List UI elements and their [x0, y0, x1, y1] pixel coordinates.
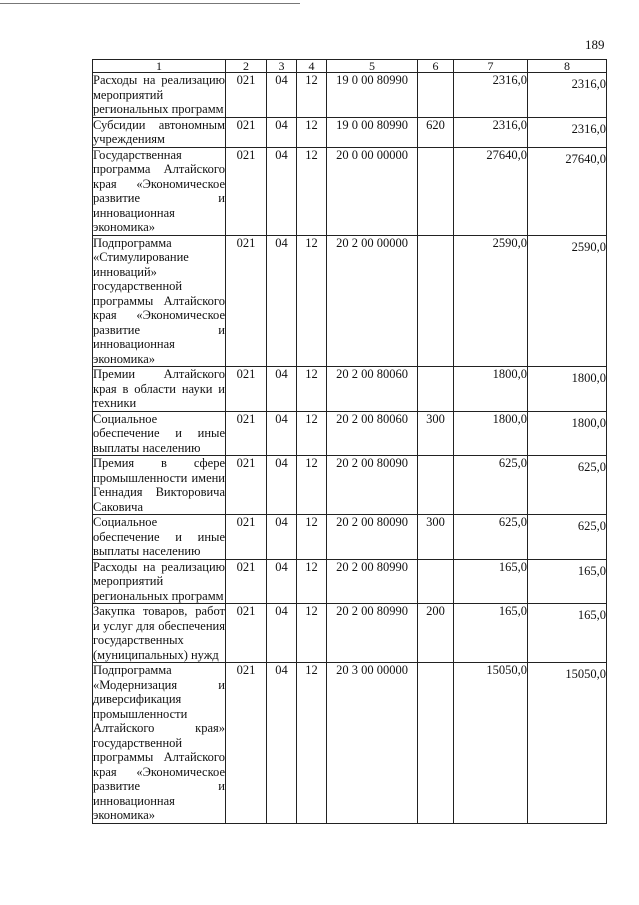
table-row — [93, 663, 607, 824]
cell-section: 04 — [267, 604, 297, 663]
column-header: 7 — [454, 60, 528, 73]
cell-target-code: 20 2 00 80090 — [327, 515, 418, 560]
cell-subsection: 12 — [297, 559, 327, 604]
cell-subsection: 12 — [297, 515, 327, 560]
row-name: Социальное обеспечение и иные выплаты населению — [93, 515, 225, 558]
cell-amount-7: 625,0 — [454, 515, 528, 560]
table-row — [93, 147, 607, 235]
column-header: 5 — [327, 60, 418, 73]
cell-expense-type — [418, 235, 454, 367]
cell-section: 04 — [267, 559, 297, 604]
cell-ministry: 021 — [226, 411, 267, 456]
cell-section: 04 — [267, 515, 297, 560]
column-header: 1 — [93, 60, 226, 73]
cell-expense-type — [418, 367, 454, 412]
cell-amount-8: 1800,0 — [528, 367, 607, 412]
budget-table — [92, 59, 607, 824]
cell-expense-type — [418, 559, 454, 604]
cell-subsection: 12 — [297, 663, 327, 824]
cell-amount-7: 165,0 — [454, 604, 528, 663]
cell-subsection: 12 — [297, 367, 327, 412]
cell-section: 04 — [267, 663, 297, 824]
cell-subsection: 12 — [297, 604, 327, 663]
cell-amount-8: 2590,0 — [528, 235, 607, 367]
table-row — [93, 559, 607, 604]
cell-amount-8: 15050,0 — [528, 663, 607, 824]
row-name: Подпрограмма «Модернизация и диверсификация промышленности Алтайского края» государственной программы Алтайского края «Экономическое развитие и инновационная экономика» — [93, 663, 225, 822]
cell-target-code: 20 2 00 80060 — [327, 411, 418, 456]
cell-amount-8: 2316,0 — [528, 117, 607, 147]
row-name: Закупка товаров, работ и услуг для обеспечения государственных (муниципальных) нужд — [93, 604, 225, 662]
cell-expense-type — [418, 663, 454, 824]
cell-ministry: 021 — [226, 117, 267, 147]
cell-subsection: 12 — [297, 456, 327, 515]
row-name: Государственная программа Алтайского края «Экономическое развитие и инновационная экономика» — [93, 147, 225, 234]
cell-section: 04 — [267, 147, 297, 235]
column-header: 8 — [528, 60, 607, 73]
cell-subsection: 12 — [297, 73, 327, 118]
cell-amount-8: 625,0 — [528, 515, 607, 560]
cell-amount-8: 1800,0 — [528, 411, 607, 456]
cell-amount-7: 2316,0 — [454, 117, 528, 147]
cell-amount-7: 1800,0 — [454, 367, 528, 412]
cell-ministry: 021 — [226, 147, 267, 235]
table-row — [93, 73, 607, 118]
cell-amount-7: 15050,0 — [454, 663, 528, 824]
table-row — [93, 235, 607, 367]
cell-target-code: 20 2 00 80990 — [327, 604, 418, 663]
top-rule — [0, 3, 300, 4]
cell-target-code: 20 0 00 00000 — [327, 147, 418, 235]
cell-subsection: 12 — [297, 235, 327, 367]
cell-amount-7: 625,0 — [454, 456, 528, 515]
cell-expense-type — [418, 73, 454, 118]
cell-amount-7: 27640,0 — [454, 147, 528, 235]
table-row — [93, 117, 607, 147]
cell-target-code: 20 2 00 80990 — [327, 559, 418, 604]
header-row — [93, 60, 607, 73]
cell-target-code: 20 2 00 00000 — [327, 235, 418, 367]
cell-amount-8: 165,0 — [528, 559, 607, 604]
cell-ministry: 021 — [226, 367, 267, 412]
cell-section: 04 — [267, 367, 297, 412]
cell-amount-7: 165,0 — [454, 559, 528, 604]
cell-expense-type — [418, 147, 454, 235]
column-header: 4 — [297, 60, 327, 73]
cell-expense-type: 300 — [418, 411, 454, 456]
cell-expense-type: 300 — [418, 515, 454, 560]
table-row — [93, 367, 607, 412]
cell-subsection: 12 — [297, 117, 327, 147]
cell-target-code: 20 2 00 80060 — [327, 367, 418, 412]
row-name: Премия в сфере промышленности имени Геннадия Викторовича Саковича — [93, 456, 225, 514]
cell-ministry: 021 — [226, 456, 267, 515]
cell-section: 04 — [267, 235, 297, 367]
column-header: 6 — [418, 60, 454, 73]
cell-amount-7: 1800,0 — [454, 411, 528, 456]
table-row — [93, 515, 607, 560]
row-name: Премии Алтайского края в области науки и техники — [93, 367, 225, 410]
table-row — [93, 411, 607, 456]
cell-amount-7: 2590,0 — [454, 235, 528, 367]
table-row — [93, 604, 607, 663]
cell-amount-7: 2316,0 — [454, 73, 528, 118]
cell-ministry: 021 — [226, 515, 267, 560]
cell-ministry: 021 — [226, 559, 267, 604]
cell-expense-type: 620 — [418, 117, 454, 147]
cell-subsection: 12 — [297, 411, 327, 456]
cell-expense-type: 200 — [418, 604, 454, 663]
cell-target-code: 19 0 00 80990 — [327, 73, 418, 118]
cell-subsection: 12 — [297, 147, 327, 235]
cell-amount-8: 2316,0 — [528, 73, 607, 118]
page-number: 189 — [585, 37, 605, 52]
cell-amount-8: 165,0 — [528, 604, 607, 663]
cell-ministry: 021 — [226, 663, 267, 824]
row-name: Расходы на реализацию мероприятий региональных программ — [93, 73, 225, 116]
row-name: Расходы на реализацию мероприятий региональных программ — [93, 559, 225, 603]
column-header: 3 — [267, 60, 297, 73]
cell-target-code: 19 0 00 80990 — [327, 117, 418, 147]
row-name: Социальное обеспечение и иные выплаты населению — [93, 411, 225, 455]
row-name: Подпрограмма «Стимулирование инноваций» государственной программы Алтайского края «Экономическое развитие и инновационная экономика» — [93, 235, 225, 366]
cell-section: 04 — [267, 73, 297, 118]
cell-section: 04 — [267, 456, 297, 515]
cell-section: 04 — [267, 411, 297, 456]
column-header: 2 — [226, 60, 267, 73]
cell-target-code: 20 2 00 80090 — [327, 456, 418, 515]
cell-target-code: 20 3 00 00000 — [327, 663, 418, 824]
cell-expense-type — [418, 456, 454, 515]
cell-ministry: 021 — [226, 73, 267, 118]
table-row — [93, 456, 607, 515]
cell-amount-8: 27640,0 — [528, 147, 607, 235]
cell-ministry: 021 — [226, 604, 267, 663]
cell-ministry: 021 — [226, 235, 267, 367]
cell-section: 04 — [267, 117, 297, 147]
cell-amount-8: 625,0 — [528, 456, 607, 515]
row-name: Субсидии автономным учреждениям — [93, 117, 225, 146]
